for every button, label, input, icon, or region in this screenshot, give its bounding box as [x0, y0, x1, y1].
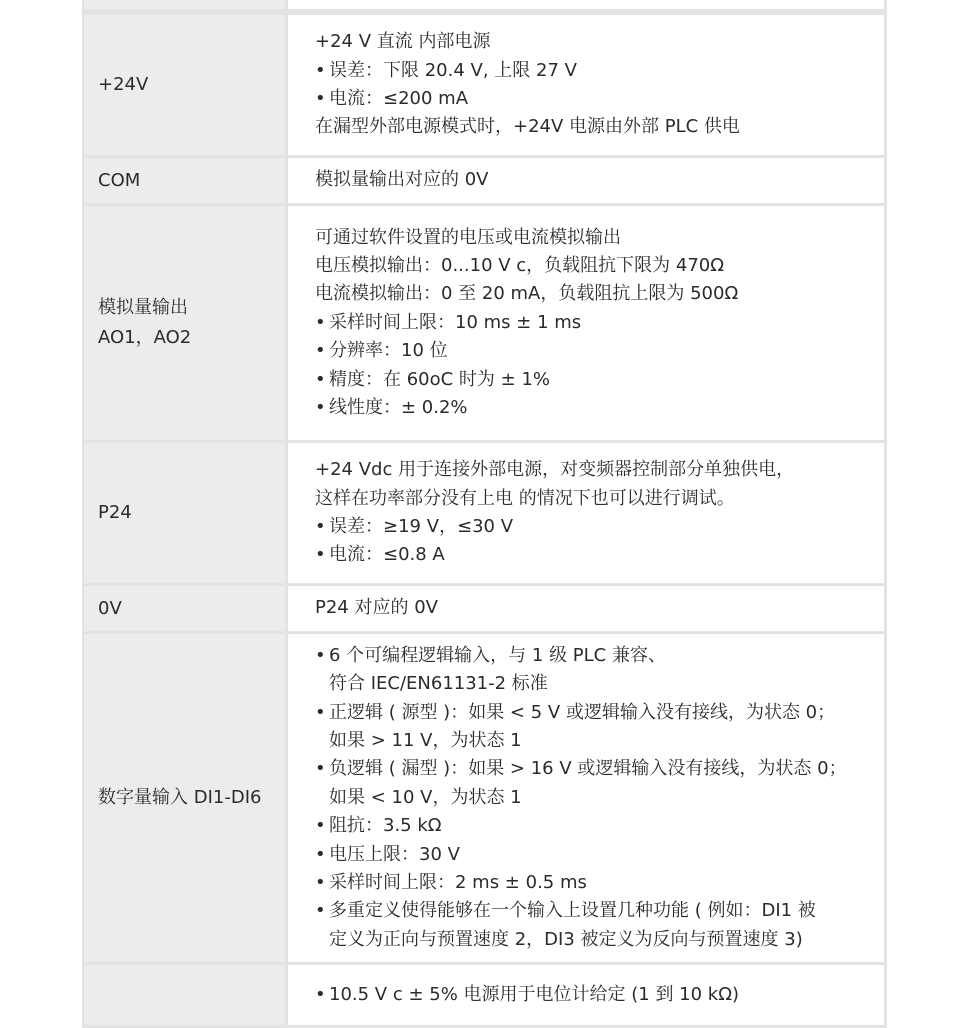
bullet-icon: • [315, 368, 326, 390]
bullet-text: 线性度：± 0.2% [329, 397, 468, 419]
bullet-item [315, 699, 874, 756]
bullet-text: 负逻辑 ( 漏型 )：如果 > 16 V 或逻辑输入没有接线，为状态 0； [329, 758, 847, 780]
terminal-name-cell [82, 206, 285, 440]
table-row [82, 0, 887, 12]
bullet-item [315, 897, 874, 954]
terminal-description-cell [285, 586, 887, 631]
description-line: P24 对应的 0V [315, 597, 438, 619]
terminal-name: 0V [98, 597, 122, 619]
terminal-description-cell [285, 443, 887, 583]
terminal-name: COM [98, 169, 141, 191]
terminal-name: 数字量输入 DI1-DI6 [98, 787, 262, 808]
bullet-icon: • [315, 758, 326, 780]
bullet-text: 6 个可编程逻辑输入，与 1 级 PLC 兼容、 [329, 644, 666, 666]
table-row [82, 12, 887, 158]
bullet-icon: • [315, 311, 326, 333]
bullet-text: 分辨率：10 位 [329, 340, 448, 362]
bullet-item [315, 85, 874, 113]
description-line: +24 V 直流 内部电源 [315, 31, 491, 53]
bullet-item [315, 541, 874, 569]
table-row [82, 158, 887, 206]
terminal-name: 模拟量输出 [98, 297, 188, 318]
table-row [82, 443, 887, 586]
terminal-name-cell [82, 586, 285, 631]
description-line: 电流模拟输出：0 至 20 mA，负载阻抗上限为 500Ω [315, 283, 739, 305]
bullet-text: 多重定义使得能够在一个输入上设置几种功能 ( 例如：DI1 被 [329, 900, 816, 922]
terminal-description-cell [285, 634, 887, 962]
bullet-text: 10.5 V c ± 5% 电源用于电位计给定 (1 到 10 kΩ) [329, 983, 739, 1005]
table-row [82, 206, 887, 443]
bullet-icon: • [315, 872, 326, 894]
terminal-name-cell [82, 158, 285, 203]
bullet-item [315, 57, 874, 85]
description-line: +24 Vdc 用于连接外部电源，对变频器控制部分单独供电， [315, 459, 795, 481]
bullet-text: 如果 < 10 V，为状态 1 [329, 786, 522, 808]
description-line: 这样在功率部分没有上电 的情况下也可以进行调试。 [315, 487, 735, 509]
bullet-item [315, 337, 874, 365]
terminal-name-cell [82, 634, 285, 962]
bullet-text: 电流：≤200 mA [329, 88, 469, 109]
bullet-text: 精度：在 60oC 时为 ± 1% [329, 368, 551, 390]
bullet-item [315, 755, 874, 812]
bullet-text: 误差：下限 20.4 V, 上限 27 V [329, 59, 577, 81]
table-row [82, 965, 887, 1028]
bullet-item [315, 309, 874, 337]
bullet-text: 正逻辑 ( 源型 )：如果 < 5 V 或逻辑输入没有接线，为状态 0； [329, 701, 836, 723]
bullet-icon: • [315, 644, 326, 666]
description-line: 电压模拟输出：0...10 V c，负载阻抗下限为 470Ω [315, 254, 725, 276]
terminal-description-cell [285, 206, 887, 440]
terminal-description-cell [285, 0, 887, 9]
bullet-item [315, 642, 874, 699]
bullet-icon: • [315, 815, 326, 837]
bullet-text: 定义为正向与预置速度 2，DI3 被定义为反向与预置速度 3) [329, 928, 803, 950]
spec-table [82, 0, 887, 1028]
bullet-text: 阻抗：3.5 kΩ [329, 815, 442, 837]
terminal-name: AO1，AO2 [98, 327, 192, 348]
bullet-item [315, 366, 874, 394]
table-row [82, 586, 887, 634]
description-line: 模拟量输出对应的 0V [315, 169, 489, 191]
bullet-text: 误差：≥19 V，≤30 V [329, 516, 514, 537]
bullet-text: 符合 IEC/EN61131-2 标准 [329, 673, 548, 695]
bullet-item [315, 812, 874, 840]
bullet-text: 电流：≤0.8 A [329, 544, 445, 566]
terminal-name: P24 [98, 502, 132, 523]
bullet-text: 电压上限：30 V [329, 843, 460, 865]
bullet-icon: • [315, 701, 326, 723]
bullet-icon: • [315, 900, 326, 922]
bullet-item [315, 981, 874, 1009]
terminal-name-cell [82, 15, 285, 155]
table-row [82, 634, 887, 965]
bullet-icon: • [315, 88, 326, 109]
bullet-item [315, 869, 874, 897]
bullet-text: 采样时间上限：10 ms ± 1 ms [329, 311, 582, 333]
terminal-name-cell [82, 0, 285, 9]
bullet-text: 采样时间上限：2 ms ± 0.5 ms [329, 872, 587, 894]
terminal-description-cell [285, 15, 887, 155]
description-line: 在漏型外部电源模式时，+24V 电源由外部 PLC 供电 [315, 116, 740, 138]
bullet-icon: • [315, 516, 326, 537]
bullet-item [315, 394, 874, 422]
terminal-name: +24V [98, 74, 149, 95]
bullet-item [315, 513, 874, 541]
bullet-icon: • [315, 544, 326, 566]
terminal-description-cell [285, 158, 887, 203]
bullet-text: 如果 > 11 V，为状态 1 [329, 729, 522, 751]
bullet-icon: • [315, 843, 326, 865]
bullet-item [315, 841, 874, 869]
terminal-description-cell [285, 965, 887, 1025]
bullet-icon: • [315, 397, 326, 419]
bullet-icon: • [315, 983, 326, 1005]
description-line: 可通过软件设置的电压或电流模拟输出 [315, 226, 621, 248]
terminal-name-cell [82, 965, 285, 1025]
terminal-name-cell [82, 443, 285, 583]
bullet-icon: • [315, 340, 326, 362]
bullet-icon: • [315, 59, 326, 81]
